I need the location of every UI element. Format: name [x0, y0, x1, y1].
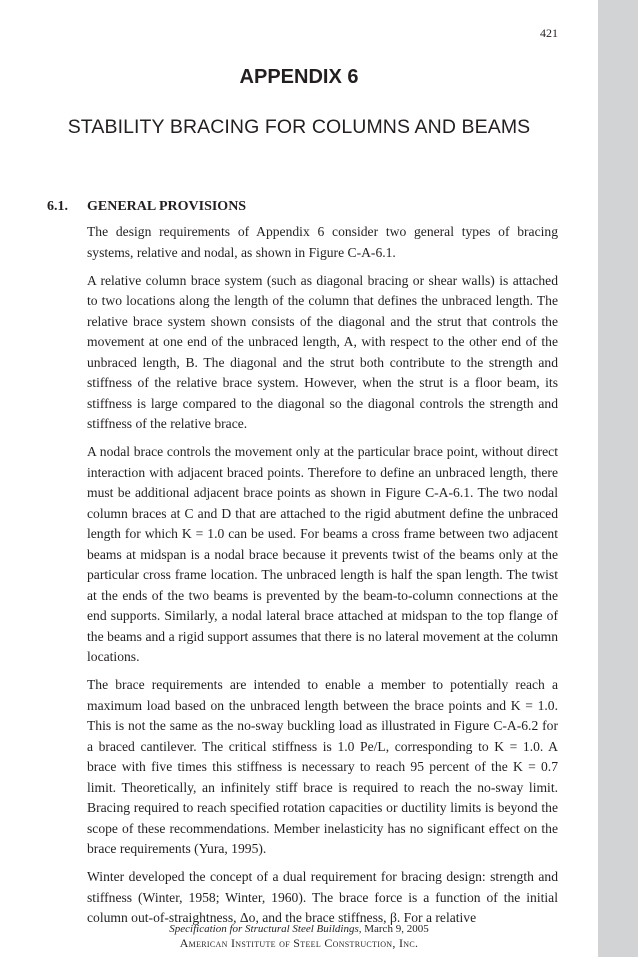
footer-spec-title: Specification for Structural Steel Buildings, [169, 923, 362, 935]
section-title: GENERAL PROVISIONS [87, 199, 247, 214]
footer-date: March 9, 2005 [364, 923, 429, 935]
appendix-subtitle: STABILITY BRACING FOR COLUMNS AND BEAMS [67, 116, 531, 138]
paragraph: A nodal brace controls the movement only at the particular brace point, without direct interaction with adjacent braced points. Therefore to define an unbraced length, there must be additional adjacent brace points as shown in Figure C-A-6.1. The two nodal column braces at C and D that are attached to the rigid abutment define the unbraced length for which K = 1.0 can be used. For beams a cross frame between two adjacent beams at midspan is a nodal brace because it prevents twist of the beams only at the particular cross frame location. The unbraced length is half the span length. The twist at the ends of the two beams is prevented by the beam-to-column connections at the end supports. Similarly, a nodal lateral brace attached at midspan to the top flange of the beams and a rigid support assumes that there is no lateral movement at the column locations. [87, 444, 558, 664]
body-text [87, 222, 558, 936]
section-number: 6.1. [47, 199, 68, 214]
page-number: 421 [540, 26, 558, 40]
footer-spec-line [0, 922, 598, 936]
paragraph: The design requirements of Appendix 6 consider two general types of bracing systems, relative and nodal, as shown in Figure C-A-6.1. [87, 224, 558, 260]
page-margin-strip [598, 0, 638, 957]
paragraph: Winter developed the concept of a dual requirement for bracing design: strength and stiffness (Winter, 1958; Winter, 1960). The brace force is a function of the initial column out-of-straightness, Δo, and the brace stiffness, β. For a relative [87, 869, 558, 925]
paragraph: A relative column brace system (such as diagonal bracing or shear walls) is attached to two locations along the length of the column that defines the unbraced length. The relative brace system shown consists of the diagonal and the strut that controls the movement at one end of the unbraced length, A, with respect to the other end of the unbraced length, B. The diagonal and the strut both contribute to the strength and stiffness of the relative brace system. However, when the strut is a floor beam, its stiffness is large compared to the diagonal so the diagonal controls the strength and stiffness of the relative brace. [87, 272, 558, 431]
footer-publisher: American Institute of Steel Construction, Inc. [179, 936, 419, 950]
page-footer [0, 922, 598, 950]
paragraph: The brace requirements are intended to enable a member to potentially reach a maximum load based on the unbraced length between the brace points and K = 1.0. This is not the same as the no-sway buckling load as illustrated in Figure C-A-6.2 for a braced cantilever. The critical stiffness is 1.0 Pe/L, corresponding to K = 1.0. A brace with five times this stiffness is necessary to reach 95 percent of the K = 0.7 limit. Theoretically, an infinitely stiff brace is required to reach the no-sway limit. Bracing required to reach specified rotation capacities or ductility limits is beyond the scope of these recommendations. Member inelasticity has no significant effect on the brace requirements (Yura, 1995). [87, 677, 558, 856]
appendix-heading: APPENDIX 6 [239, 66, 359, 88]
